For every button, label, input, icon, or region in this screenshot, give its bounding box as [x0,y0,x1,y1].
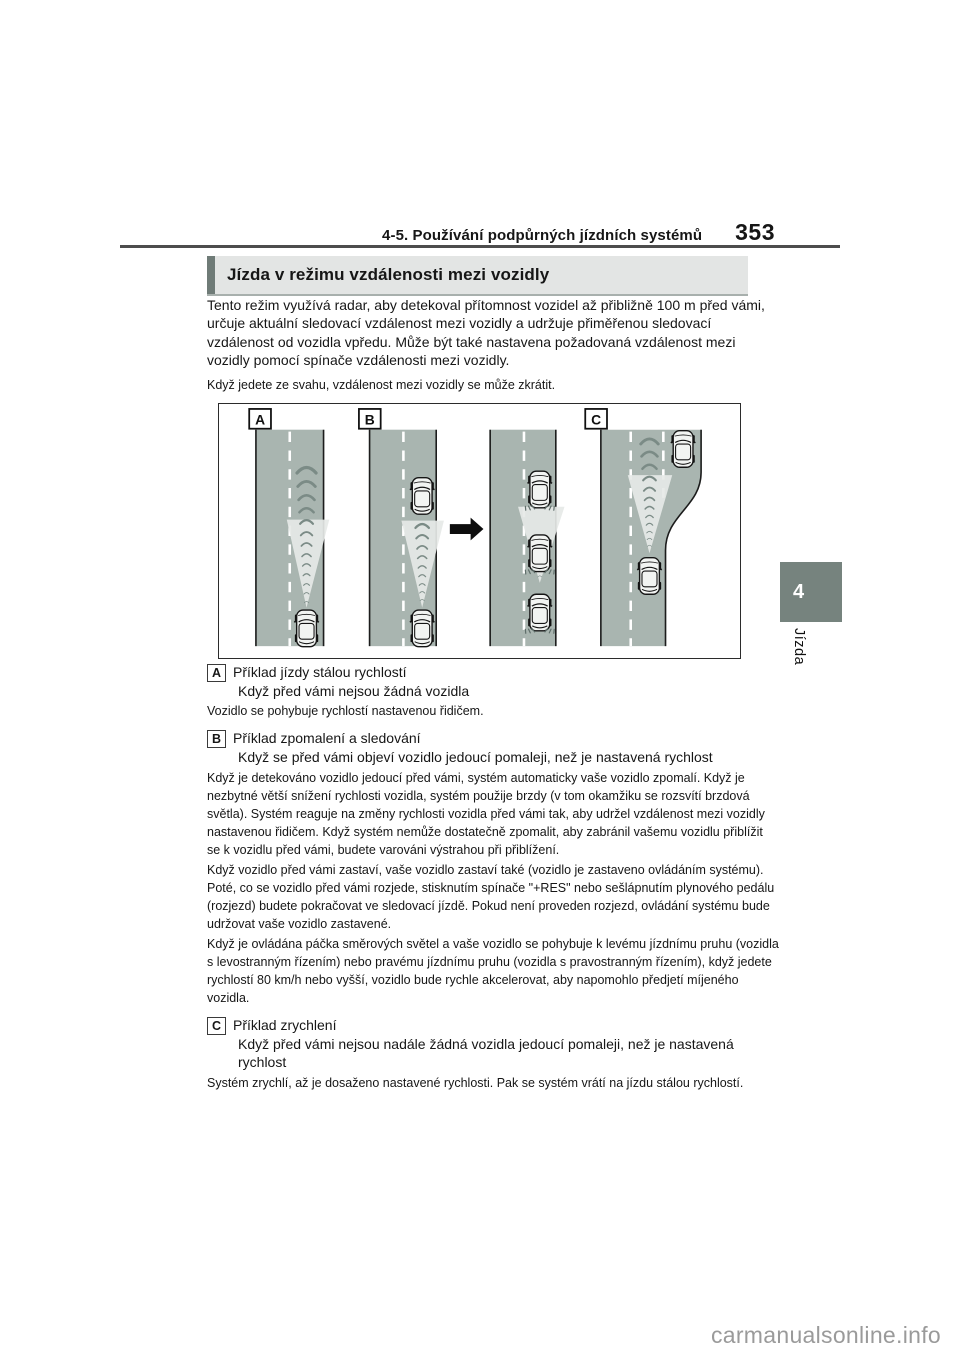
middle-car [528,535,553,572]
figure-driving-modes [218,403,741,659]
panel-c-road [600,430,702,646]
legend-sections [207,663,779,1092]
ego-car [294,610,319,647]
section-c-subheading: Když před vámi nejsou nadále žádná vozidla jedoucí pomaleji, než je nastavená rychlost [238,1035,734,1071]
panel-b-letter: B [364,411,375,428]
chapter-tab [780,562,842,622]
section-c-heading: Příklad zrychlení [233,1016,337,1033]
title-accent-bar [207,256,215,294]
panel-a-label [249,409,271,429]
section-a-subheading: Když před vámi nejsou žádná vozidla [238,683,470,699]
section-b-paragraph-2: Když vozidlo před vámi zastaví, vaše vozidlo zastaví také (vozidlo je zastaveno ovládáním systému). Poté, co se vozidlo před vámi rozjede, stisknutím spínače "+RES" nebo sešlápnutím plynového pedálu (rozjezd) budete pokračovat ve sledovací jízdě. Pokud není proveden rozjezd, ovládání systému bude udržovat vaše vozidlo zastavené. [207,862,775,931]
section-b-paragraph-1: Když je detekováno vozidlo jedoucí před vámi, systém automaticky vaše vozidlo zpomalí. Když je nezbytné větší snížení rychlosti vozidla, systém použije brzdy (v tom okamžiku se rozsvítí brzdová světla). Systém reaguje na změny rychlosti vozidla před vámi tak, aby udržel vzdálenost mezi vozidly nastavenou řidičem. Když systém nemůže dostatečně zpomalit, aby zabránil vašemu vozidlu přiblížit se k vozidlu před vámi, budete varováni výstrahou při přiblížení. [207,770,765,857]
section-c [207,1016,779,1092]
chapter-tab-name: Jízda [791,628,807,666]
figure-svg [219,404,740,658]
panel-c-letter: C [591,411,602,428]
chapter-title: 4-5. Používání podpůrných jízdních systémů [382,227,703,244]
exiting-car [671,431,696,468]
page-number: 353 [735,219,775,245]
panel-b-label [359,409,381,429]
label-box-b: B [207,730,226,748]
panel-a-road [255,430,329,647]
section-b-paragraph-3: Když je ovládána páčka směrových světel a vaše vozidlo se pohybuje k levému jízdnímu pruhu (vozidla s levostranným řízením) nebo pravému jízdnímu pruhu (vozidla s pravostranným řízením), když jedete rychlostí 80 km/h nebo vyšší, vozidlo bude rychle akcelerovat, aby napomohlo předjetí míjeného vozidla. [207,936,779,1005]
section-title-bar [207,256,748,296]
section-b-subheading: Když se před vámi objeví vozidlo jedoucí pomaleji, než je nastavená rychlost [238,749,713,766]
section-b [207,729,779,1006]
intro-paragraph: Tento režim využívá radar, aby detekoval přítomnost vozidel až přibližně 100 m před vámi, určuje aktuální sledovací vzdálenost mezi vozidly a udržuje přiměřenou sledovací vzdálenost od vozidla vpředu. Může být také nastavena požadovaná vzdálenost mezi vozidly pomocí spínače vzdálenosti mezi vozidly. [207,297,765,369]
panel-b2-road [489,430,564,646]
panel-c-label [585,409,607,429]
header-rule [120,245,840,248]
section-a [207,663,779,720]
section-c-paragraph: Systém zrychlí, až je dosaženo nastavené rychlosti. Pak se systém vrátí na jízdu stálou rychlostí. [207,1075,744,1090]
ego-car [410,610,435,647]
ego-car [637,558,662,595]
ego-car [528,594,553,631]
panel-a-letter: A [255,411,266,428]
intro-note: Když jedete ze svahu, vzdálenost mezi vozidly se může zkrátit. [207,378,556,392]
chapter-tab-number: 4 [793,580,805,603]
section-a-paragraph: Vozidlo se pohybuje rychlostí nastavenou řidičem. [207,704,484,719]
section-a-heading: Příklad jízdy stálou rychlostí [233,664,407,680]
arrow-right-icon [450,518,484,541]
watermark: carmanualsonline.info [710,1322,941,1348]
label-box-c: C [207,1017,226,1035]
section-title: Jízda v režimu vzdálenosti mezi vozidly [227,265,550,284]
section-b-heading: Příklad zpomalení a sledování [233,730,421,747]
label-box-a: A [207,664,226,682]
lead-car [410,478,435,515]
page-header [382,219,775,246]
panel-b-road [369,430,444,647]
lead-car [528,471,553,508]
